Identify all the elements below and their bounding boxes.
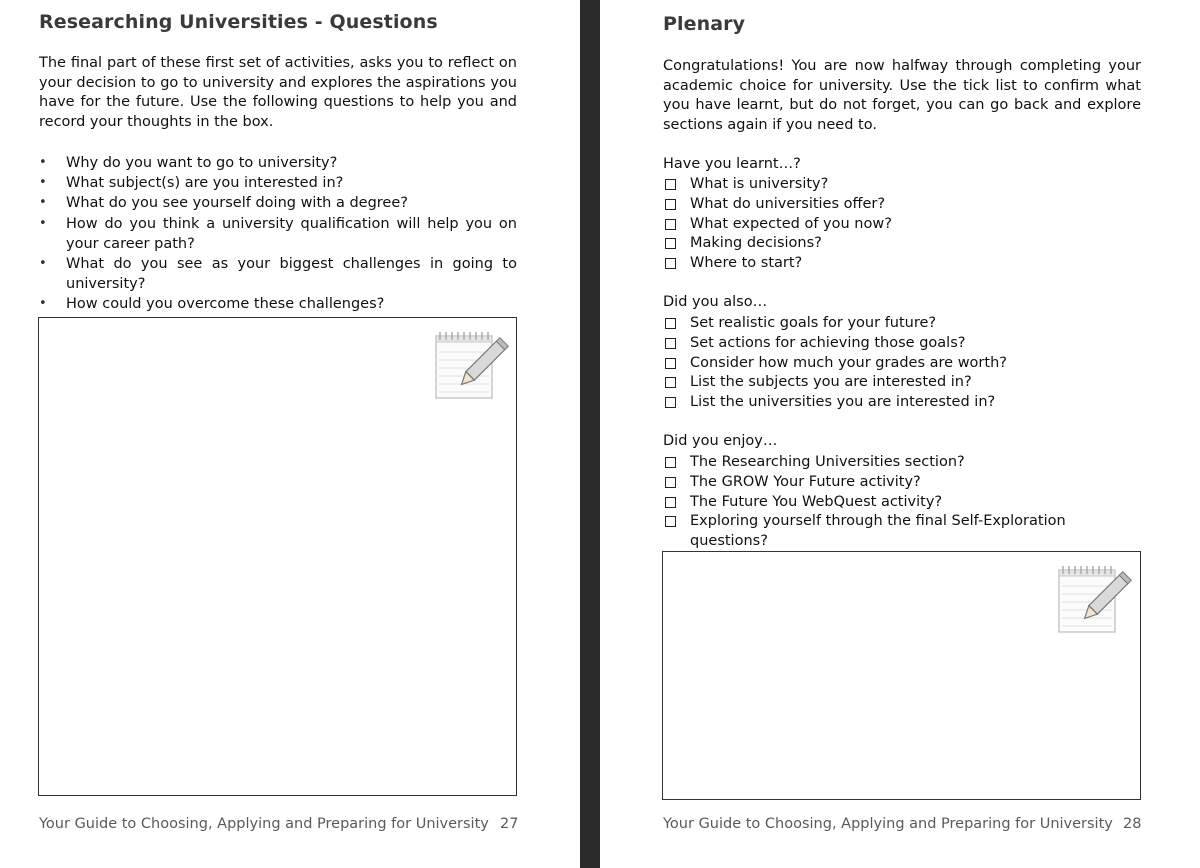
page-footer: Your Guide to Choosing, Applying and Preparing for University bbox=[663, 816, 1113, 832]
checklist-item[interactable] bbox=[663, 215, 1141, 235]
page-number: 27 bbox=[500, 816, 519, 832]
checkbox[interactable] bbox=[665, 497, 676, 508]
checklist-enjoy bbox=[663, 453, 1141, 552]
checkbox[interactable] bbox=[665, 238, 676, 249]
checklist-also bbox=[663, 314, 1141, 413]
question-item: • What do you see as your biggest challenges in going to university? bbox=[39, 254, 517, 294]
checklist-item[interactable] bbox=[663, 393, 1141, 413]
checklist-item-label: Set realistic goals for your future? bbox=[690, 315, 937, 331]
checklist-item[interactable] bbox=[663, 314, 1141, 334]
page-gutter bbox=[580, 0, 600, 868]
page-title: Researching Universities - Questions bbox=[39, 11, 438, 33]
checklist-item-label: Making decisions? bbox=[690, 235, 822, 252]
checklist-item[interactable] bbox=[663, 512, 1141, 552]
checkbox[interactable] bbox=[665, 397, 676, 408]
checklist-item[interactable] bbox=[663, 334, 1141, 354]
checkbox[interactable] bbox=[665, 457, 676, 468]
question-item: • Why do you want to go to university? bbox=[39, 153, 517, 173]
checklist-item[interactable] bbox=[663, 493, 1141, 513]
checklist-item-label: What is university? bbox=[690, 176, 829, 192]
page-title: Plenary bbox=[663, 13, 746, 35]
checkbox[interactable] bbox=[665, 338, 676, 349]
checklist-item[interactable] bbox=[663, 354, 1141, 374]
page-27 bbox=[0, 0, 580, 868]
checklist-item[interactable] bbox=[663, 175, 1141, 195]
checklist-item-label: Consider how much your grades are worth? bbox=[690, 354, 1007, 371]
intro-paragraph: The final part of these first set of activities, asks you to reflect on your decision to go to university and explores the aspirations you have for the future. Use the following questions to help you and record your thoughts in the box. bbox=[39, 55, 517, 130]
checkbox[interactable] bbox=[665, 516, 676, 527]
questions-list bbox=[39, 153, 517, 315]
checklist-item-label: List the subjects you are interested in? bbox=[690, 374, 972, 391]
checklist-item-label: Where to start? bbox=[690, 255, 803, 272]
checkbox[interactable] bbox=[665, 318, 676, 329]
checkbox[interactable] bbox=[665, 377, 676, 388]
question-item: • What subject(s) are you interested in? bbox=[39, 173, 517, 193]
checklist-item[interactable] bbox=[663, 234, 1141, 254]
checklist-group-title: Did you also… bbox=[663, 294, 768, 310]
checkbox[interactable] bbox=[665, 258, 676, 269]
notepad-pencil-icon bbox=[430, 328, 510, 408]
page-28 bbox=[600, 0, 1200, 868]
checklist-item-label: The GROW Your Future activity? bbox=[690, 473, 921, 490]
checklist-item-label: Exploring yourself through the final Self-Exploration questions? bbox=[690, 513, 1066, 550]
checklist-learnt bbox=[663, 175, 1141, 274]
question-item: • What do you see yourself doing with a degree? bbox=[39, 193, 517, 213]
checklist-item[interactable] bbox=[663, 453, 1141, 473]
notepad-pencil-icon bbox=[1053, 562, 1133, 642]
checklist-item-label: Set actions for achieving those goals? bbox=[690, 334, 966, 351]
checklist-item-label: List the universities you are interested in? bbox=[690, 394, 996, 411]
checklist-item-label: The Researching Universities section? bbox=[690, 454, 965, 470]
checkbox[interactable] bbox=[665, 199, 676, 210]
checklist-item-label: What expected of you now? bbox=[690, 215, 892, 232]
answer-box[interactable] bbox=[38, 317, 517, 796]
checkbox[interactable] bbox=[665, 477, 676, 488]
checklist-item[interactable] bbox=[663, 254, 1141, 274]
checkbox[interactable] bbox=[665, 358, 676, 369]
checkbox[interactable] bbox=[665, 179, 676, 190]
checklist-item[interactable] bbox=[663, 195, 1141, 215]
question-item: • How could you overcome these challenges? bbox=[39, 294, 517, 314]
page-number: 28 bbox=[1123, 816, 1142, 832]
answer-box[interactable] bbox=[662, 551, 1141, 800]
checklist-item-label: What do universities offer? bbox=[690, 195, 886, 212]
checkbox[interactable] bbox=[665, 219, 676, 230]
checklist-group-title: Have you learnt…? bbox=[663, 156, 801, 172]
checklist-item[interactable] bbox=[663, 373, 1141, 393]
checklist-item[interactable] bbox=[663, 473, 1141, 493]
checklist-group-title: Did you enjoy… bbox=[663, 433, 778, 449]
intro-paragraph: Congratulations! You are now halfway through completing your academic choice for university. Use the tick list to confirm what you have learnt, but do not forget, you can go back and explore sections again if you need to. bbox=[663, 58, 1141, 133]
question-item: • How do you think a university qualification will help you on your career path? bbox=[39, 214, 517, 254]
checklist-item-label: The Future You WebQuest activity? bbox=[690, 493, 943, 510]
page-footer: Your Guide to Choosing, Applying and Preparing for University bbox=[39, 816, 489, 832]
